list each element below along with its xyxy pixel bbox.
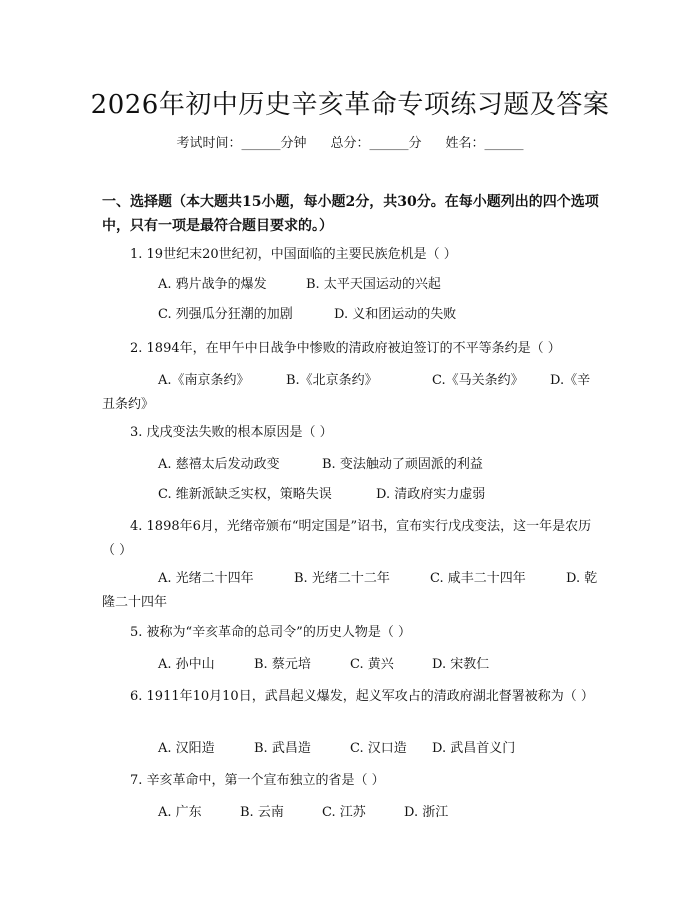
- option-d[interactable]: D. 宋教仁: [432, 657, 490, 672]
- option-a[interactable]: A. 光绪二十四年: [158, 571, 254, 586]
- option-c[interactable]: C. 咸丰二十四年: [430, 571, 526, 586]
- question-2: [102, 337, 602, 361]
- question-3-options-row-1: [102, 453, 602, 477]
- option-a[interactable]: A. 鸦片战争的爆发: [158, 277, 267, 292]
- question-stem: 2. 1894年，在甲午中日战争中惨败的清政府被迫签订的不平等条约是（ ）: [130, 341, 561, 356]
- question-7-options: [102, 801, 602, 825]
- question-3: [102, 421, 602, 445]
- option-c[interactable]: C. 汉口造: [350, 741, 407, 756]
- option-d[interactable]: D. 浙江: [404, 805, 449, 820]
- question-5: [102, 621, 602, 645]
- option-c[interactable]: C. 江苏: [322, 805, 366, 820]
- section-heading: 一、选择题（本大题共15小题，每小题2分，共30分。在每小题列出的四个选项中，只有一项是最符合题目要求的。）: [102, 194, 599, 234]
- page-title: 2026年初中历史辛亥革命专项练习题及答案: [90, 90, 610, 120]
- question-5-options: [102, 653, 602, 677]
- question-2-options: [102, 369, 602, 417]
- option-d[interactable]: D. 乾隆二十四年: [102, 571, 598, 610]
- question-stem: 5. 被称为“辛亥革命的总司令”的历史人物是（ ）: [130, 625, 411, 640]
- option-b[interactable]: B. 蔡元培: [254, 657, 311, 672]
- option-c[interactable]: C.《马关条约》: [432, 373, 524, 388]
- option-d[interactable]: D. 义和团运动的失败: [334, 307, 457, 322]
- question-6: [102, 685, 602, 709]
- question-3-options-row-2: [102, 483, 602, 507]
- option-a[interactable]: A. 孙中山: [158, 657, 215, 672]
- option-c[interactable]: C. 列强瓜分狂潮的加剧: [158, 307, 293, 322]
- option-a[interactable]: A. 慈禧太后发动政变: [158, 457, 280, 472]
- exam-meta: [0, 132, 700, 151]
- option-b[interactable]: B. 光绪二十二年: [294, 571, 390, 586]
- question-4: [102, 515, 602, 563]
- question-1: [102, 243, 602, 267]
- question-7: [102, 769, 602, 793]
- question-1-options-row-2: [102, 303, 602, 327]
- question-6-options: [102, 737, 602, 761]
- option-b[interactable]: B.《北京条约》: [286, 373, 378, 388]
- question-1-options-row-1: [102, 273, 602, 297]
- student-name-field: 姓名：______: [445, 136, 524, 151]
- option-d[interactable]: D. 武昌首义门: [432, 741, 516, 756]
- option-b[interactable]: B. 云南: [240, 805, 284, 820]
- option-a[interactable]: A.《南京条约》: [158, 373, 250, 388]
- option-c[interactable]: C. 黄兴: [350, 657, 394, 672]
- total-score-field: 总分：______分: [330, 136, 422, 151]
- question-stem: 3. 戊戌变法失败的根本原因是（ ）: [130, 425, 333, 440]
- question-stem: 6. 1911年10月10日，武昌起义爆发，起义军攻占的清政府湖北督署被称为（ ）: [130, 689, 594, 704]
- question-stem: 7. 辛亥革命中，第一个宣布独立的省是（ ）: [130, 773, 385, 788]
- question-stem: 1. 19世纪末20世纪初，中国面临的主要民族危机是（ ）: [130, 247, 457, 262]
- option-b[interactable]: B. 太平天国运动的兴起: [306, 277, 441, 292]
- option-d[interactable]: D.《辛丑条约》: [102, 373, 591, 412]
- option-b[interactable]: B. 变法触动了顽固派的利益: [322, 457, 483, 472]
- question-4-options: [102, 567, 602, 615]
- option-a[interactable]: A. 广东: [158, 805, 202, 820]
- option-b[interactable]: B. 武昌造: [254, 741, 311, 756]
- option-c[interactable]: C. 维新派缺乏实权，策略失误: [158, 487, 332, 502]
- option-d[interactable]: D. 清政府实力虚弱: [376, 487, 486, 502]
- exam-time-field: 考试时间：______分钟: [176, 136, 307, 151]
- option-a[interactable]: A. 汉阳造: [158, 741, 215, 756]
- question-stem: 4. 1898年6月，光绪帝颁布“明定国是”诏书，宣布实行戊戌变法，这一年是农历（ ）: [102, 519, 592, 558]
